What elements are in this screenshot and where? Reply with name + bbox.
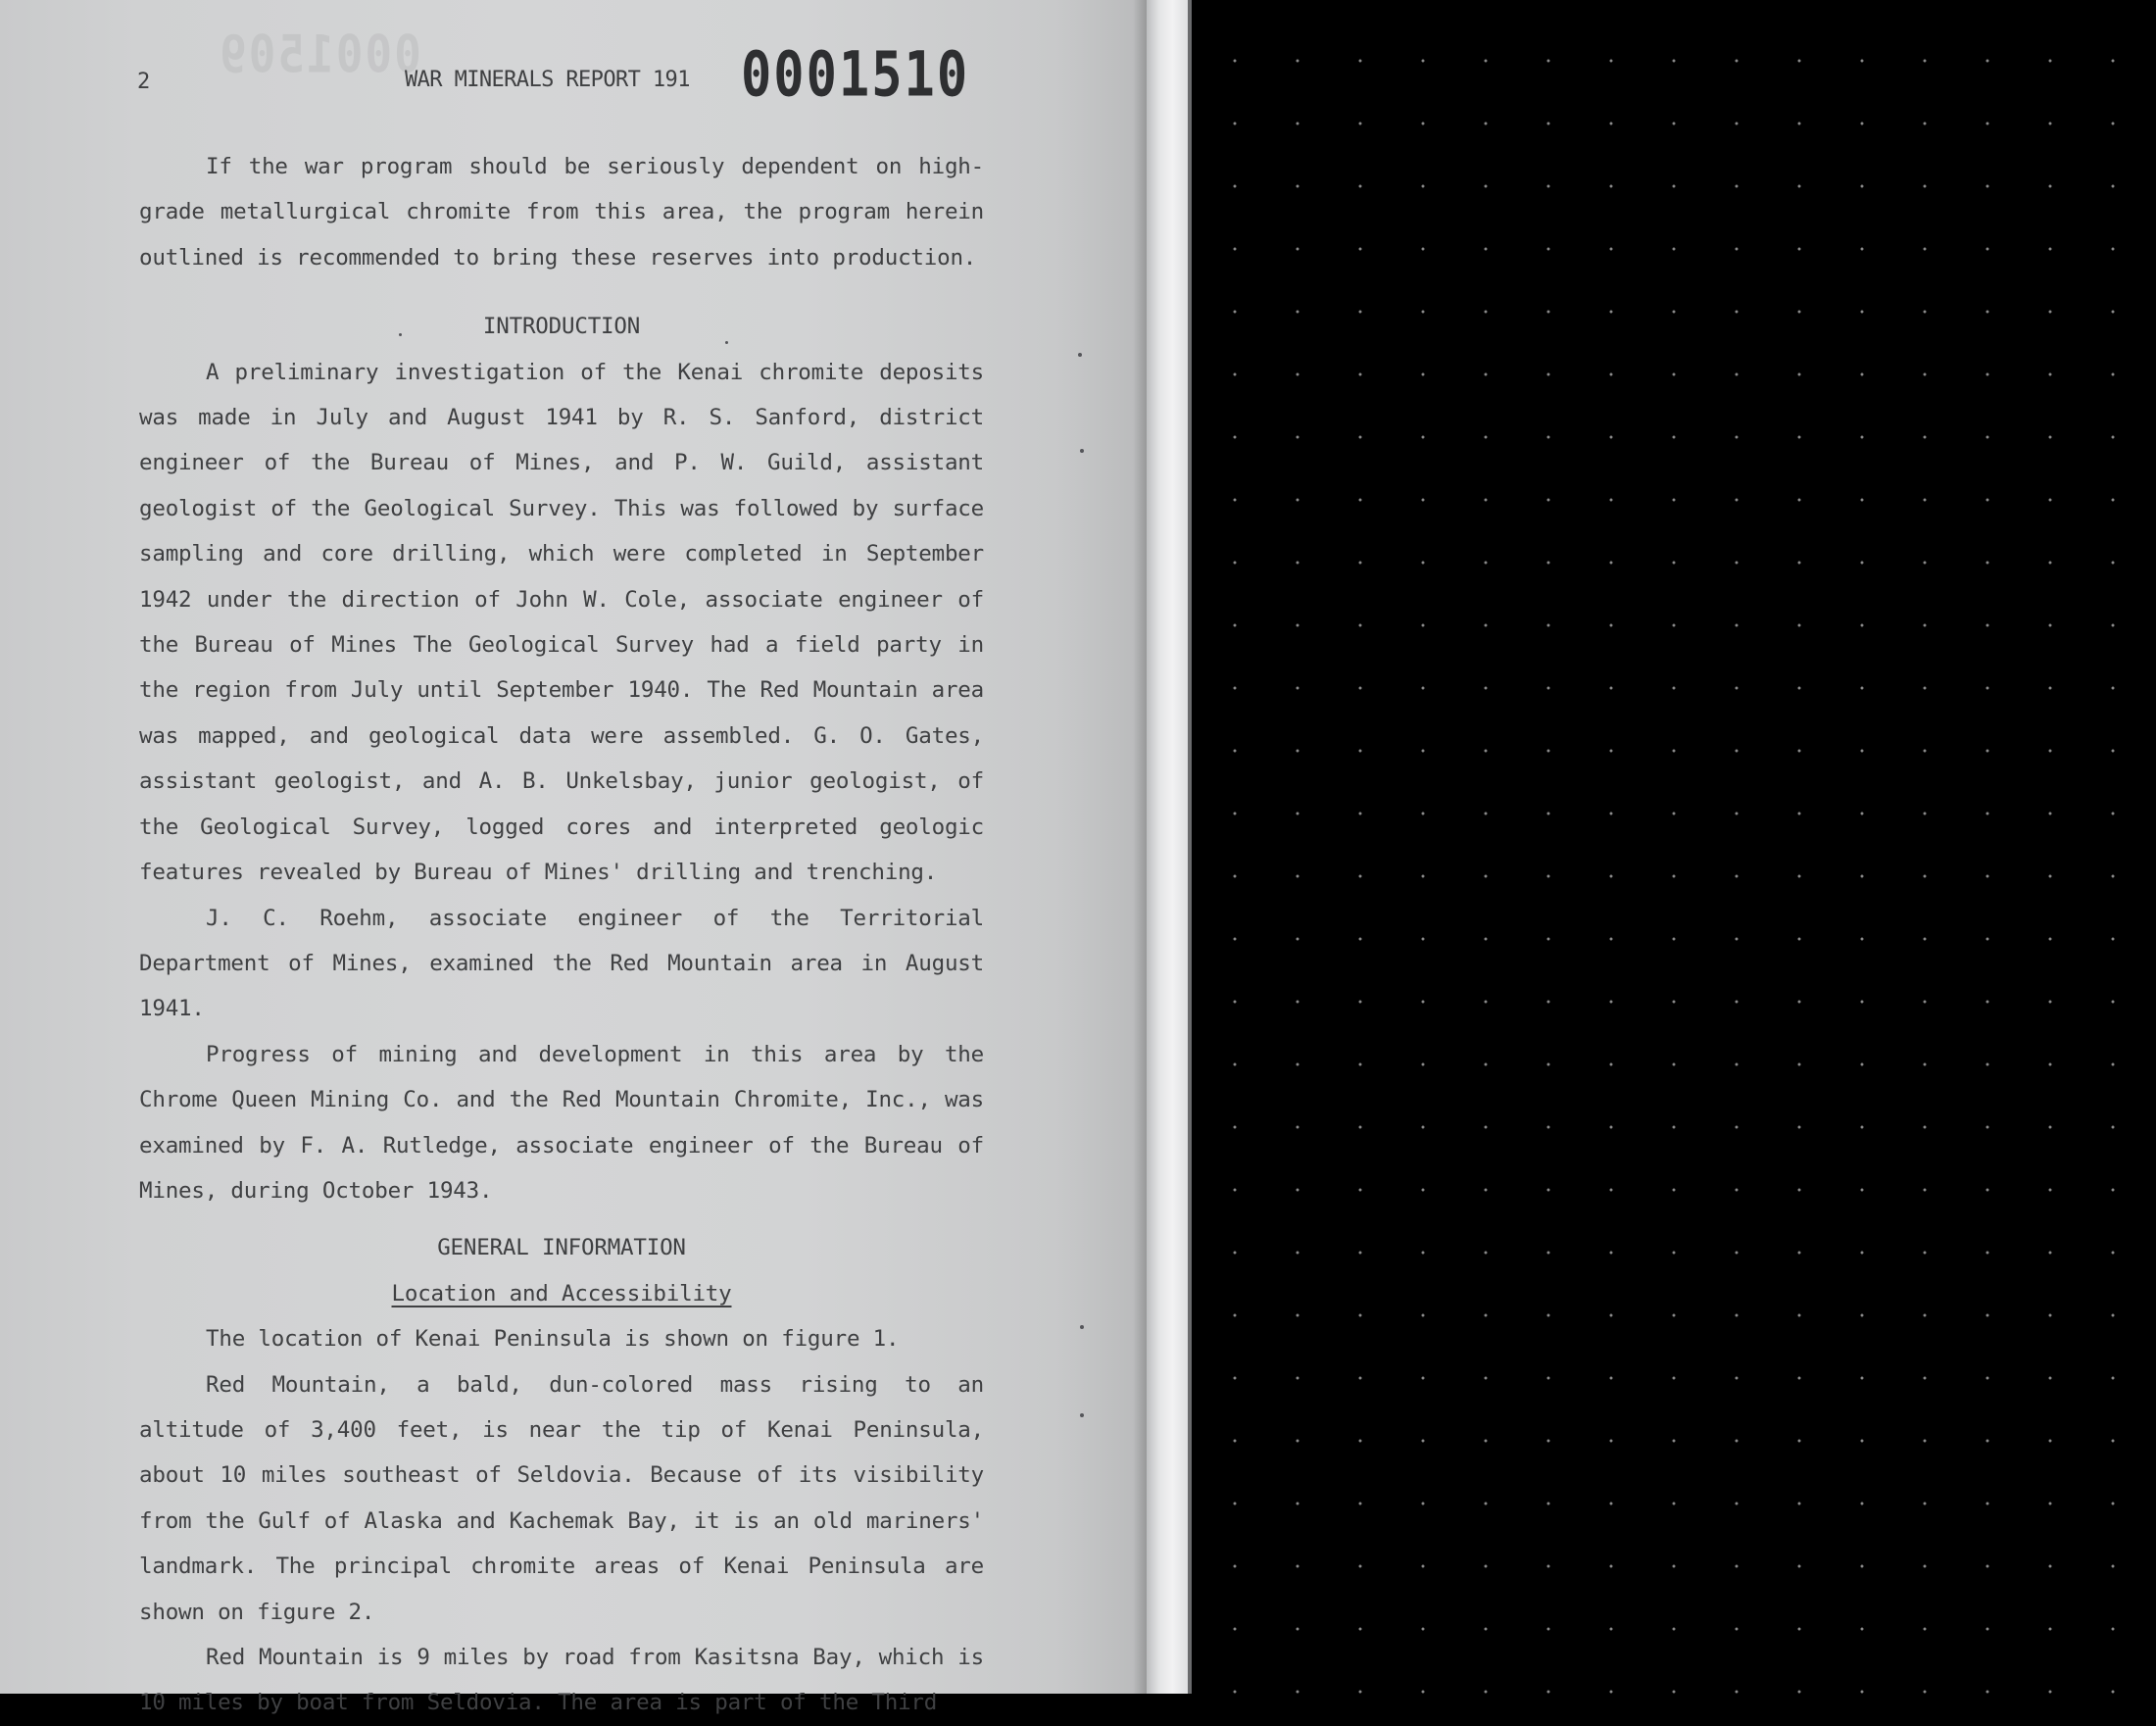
dark-scan-background [1192,0,2156,1694]
general-paragraph: Red Mountain is 9 miles by road from Kasitsna Bay, which is 10 miles by boat from Seldovia. The area is part of the Third [139,1645,984,1716]
location-subheading [139,1271,984,1316]
introduction-paragraph: A preliminary investigation of the Kenai chromite deposits was made in July and August 1941 by R. S. Sanford, district engineer of the Bureau of Mines, and P. W. Guild, assistant geologist of the Geological Survey. This was followed by surface sampling and core drilling, which were completed in September 1942 under the direction of John W. Cole, associate engineer of the Bureau of Mines The Geological Survey had a field party in the region from July until September 1940. The Red Mountain area was mapped, and geological data were assembled. G. O. Gates, assistant geologist, and A. B. Unkelsbay, junior geologist, of the Geological Survey, logged cores and interpreted geologic features revealed by Bureau of Mines' drilling and trenching. [139,359,984,886]
intro-paragraph: If the war program should be seriously dependent on high-grade metallurgical chromite from this area, the program herein outlined is recommended to bring these reserves into production. [139,154,984,271]
scan-speck [399,333,402,336]
spacer [139,280,984,304]
general-paragraph: The location of Kenai Peninsula is shown on figure 1. [206,1326,900,1353]
general-paragraph: Red Mountain, a bald, dun-colored mass rising to an altitude of 3,400 feet, is near the tip of Kenai Peninsula, about 10 miles southeast of Seldovia. Because of its visibility from the Gulf of Alaska and Kachemak Bay, it is an old mariners' landmark. The principal chromite areas of Kenai Peninsula are shown on figure 2. [139,1371,984,1625]
location-subheading-text: Location and Accessibility [391,1280,732,1307]
scan-speck [1078,353,1082,357]
body-text [139,144,984,1726]
document-stamp-number: 0001510 [741,39,970,112]
scan-speck [725,341,728,344]
report-title: WAR MINERALS REPORT 191 [405,68,690,92]
introduction-paragraph: J. C. Roehm, associate engineer of the Territorial Department of Mines, examined the Red Mountain area in August 1941. [139,905,984,1022]
page-number: 2 [137,70,151,94]
introduction-heading: INTRODUCTION [482,314,641,340]
scan-speck [1080,1413,1084,1417]
scan-speck [1080,1325,1084,1329]
spacer [139,1213,984,1225]
bleed-through-stamp: 0001509 [218,23,421,85]
general-information-heading: GENERAL INFORMATION [437,1235,686,1261]
introduction-paragraph: Progress of mining and development in this area by the Chrome Queen Mining Co. and the Red Mountain Chromite, Inc., was examined by F. A. Rutledge, associate engineer of the Bureau of Mines, during October 1943. [139,1041,984,1204]
scan-speck [1080,449,1084,453]
book-gutter [1147,0,1190,1694]
